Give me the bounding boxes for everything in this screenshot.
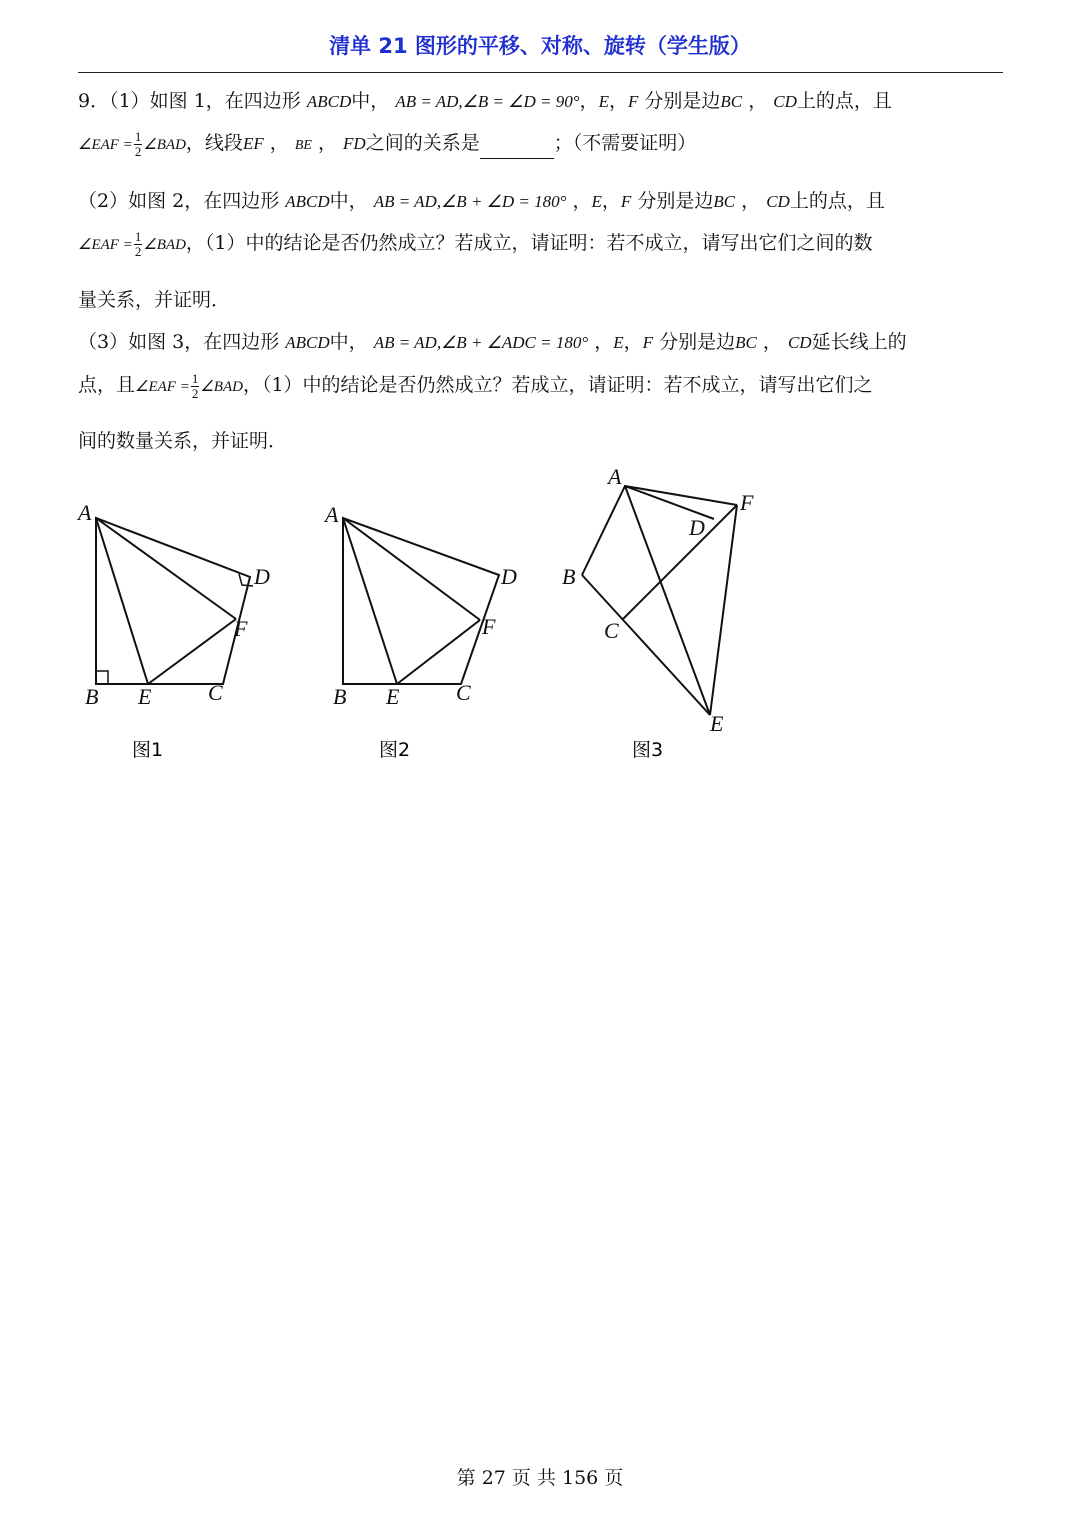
fig2-segment-EF xyxy=(397,620,480,684)
text: 之间的关系是 xyxy=(365,132,480,154)
math: CD xyxy=(787,333,812,352)
fig2-label-C: C xyxy=(456,680,471,705)
fig1-segment-EF xyxy=(148,619,236,684)
fig1-segment-AE xyxy=(96,518,148,684)
part2-line1 xyxy=(78,186,885,213)
math: FD xyxy=(343,134,366,153)
fig3-label-E: E xyxy=(710,711,724,736)
fig1-segment-AF xyxy=(96,518,236,619)
fraction xyxy=(134,230,143,259)
text: ，（1）中的结论是否仍然成立？若成立，请证明：若不成立，请写出它们之间的数 xyxy=(185,232,873,254)
math-condition: AB = AD,∠B + ∠ADC = 180° xyxy=(373,333,589,352)
text: 中， xyxy=(329,331,368,353)
text: ；（不需要证明） xyxy=(553,132,697,154)
fig1-quadrilateral xyxy=(96,518,250,684)
math-condition: AB = AD,∠B = ∠D = 90° xyxy=(395,92,580,111)
fig1-label-F: F xyxy=(234,616,248,641)
math: BC xyxy=(720,92,743,111)
part2-line3 xyxy=(78,285,230,312)
part3-line3 xyxy=(78,426,287,453)
fraction xyxy=(191,372,200,401)
fig2-caption: 图2 xyxy=(379,739,411,761)
math: ∠BAD xyxy=(200,379,243,395)
figures xyxy=(0,455,1080,775)
math: EF xyxy=(242,134,264,153)
fig1-caption: 图1 xyxy=(132,739,164,761)
math-condition: AB = AD,∠B + ∠D = 180° xyxy=(373,192,567,211)
text: ， xyxy=(623,331,643,353)
math: F xyxy=(620,192,632,211)
text: ， xyxy=(269,132,289,154)
page-footer: 第 27 页 共 156 页 xyxy=(456,1467,624,1489)
text: （2）如图 2，在四边形 xyxy=(78,190,280,212)
text: ， xyxy=(572,190,592,212)
text: （1）如图 1，在四边形 xyxy=(109,90,301,112)
fig2-label-F: F xyxy=(482,614,496,639)
header-divider xyxy=(78,72,1003,73)
fig2-label-D: D xyxy=(501,564,517,589)
fig3-caption: 图3 xyxy=(632,739,664,761)
math: E xyxy=(591,192,602,211)
page-header-title: 清单 21 图形的平移、对称、旋转（学生版） xyxy=(329,34,751,58)
fig1-label-A: A xyxy=(78,500,92,525)
fraction xyxy=(134,130,143,159)
text: 量关系，并证明． xyxy=(78,289,231,311)
fig3-label-D: D xyxy=(689,515,705,540)
text: 上的点，且 xyxy=(796,90,892,112)
text: ， xyxy=(762,331,782,353)
denominator: 2 xyxy=(134,143,142,159)
fig3-label-F: F xyxy=(740,490,754,515)
text: ， xyxy=(608,90,628,112)
math: CD xyxy=(773,92,797,111)
numerator: 1 xyxy=(134,128,142,144)
fig1-label-E: E xyxy=(138,684,152,709)
math: BC xyxy=(713,192,736,211)
denominator: 2 xyxy=(191,385,199,401)
math: F xyxy=(627,92,639,111)
fig1-label-C: C xyxy=(208,680,223,705)
text: 分别是边 xyxy=(637,190,714,212)
part2-line2 xyxy=(78,228,873,259)
math: CD xyxy=(766,192,790,211)
math: ABCD xyxy=(285,192,330,211)
text: ， xyxy=(601,190,621,212)
text: 上的点，且 xyxy=(789,190,885,212)
fig2-label-B: B xyxy=(333,684,347,709)
math: ABCD xyxy=(306,92,352,111)
fig3-segment-FE xyxy=(710,505,737,715)
text: ，（1）中的结论是否仍然成立？若成立，请证明：若不成立，请写出它们之 xyxy=(242,374,873,396)
math: ABCD xyxy=(285,333,330,352)
text: ， xyxy=(741,190,761,212)
math: ∠EAF = xyxy=(78,137,133,153)
text: ， xyxy=(748,90,768,112)
text: 点，且 xyxy=(78,374,136,396)
math: ∠EAF = xyxy=(78,237,133,253)
math: E xyxy=(613,333,624,352)
math: ∠EAF = xyxy=(135,379,190,395)
fig2-quadrilateral xyxy=(343,518,499,684)
problem-number: 9． xyxy=(78,90,110,112)
part3-line2 xyxy=(78,370,873,401)
text: ， xyxy=(594,331,614,353)
fig1-right-angle-B xyxy=(96,671,108,684)
fig1-label-D: D xyxy=(254,564,270,589)
fig2-segment-AF xyxy=(343,518,480,620)
text: 中， xyxy=(351,90,390,112)
answer-blank[interactable] xyxy=(480,140,554,159)
part3-line1 xyxy=(78,327,907,354)
text: 延长线上的 xyxy=(811,331,907,353)
text: 分别是边 xyxy=(644,90,721,112)
part1-line1 xyxy=(78,86,892,113)
text: （3）如图 3，在四边形 xyxy=(78,331,280,353)
fig3-segment-AF xyxy=(625,486,737,505)
math: BC xyxy=(735,333,757,352)
text: 中， xyxy=(329,190,368,212)
text: 分别是边 xyxy=(659,331,736,353)
fig3-label-C: C xyxy=(604,618,619,643)
fig3-label-A: A xyxy=(608,464,622,489)
text: ， xyxy=(317,132,337,154)
numerator: 1 xyxy=(134,228,142,244)
fig2-label-E: E xyxy=(386,684,400,709)
text: ， xyxy=(579,90,599,112)
text: ，线段 xyxy=(185,132,243,154)
math: E xyxy=(598,92,609,111)
math: ∠BAD xyxy=(143,137,186,153)
math: BE xyxy=(294,138,312,153)
part1-line2 xyxy=(78,128,696,159)
fig1-label-B: B xyxy=(85,684,99,709)
figure-1 xyxy=(96,518,253,684)
text: 间的数量关系，并证明． xyxy=(78,430,288,452)
math: ∠BAD xyxy=(143,237,186,253)
figure-3 xyxy=(582,486,737,715)
math: F xyxy=(642,333,654,352)
denominator: 2 xyxy=(134,243,142,259)
figure-2 xyxy=(343,518,499,684)
fig2-segment-AE xyxy=(343,518,397,684)
fig3-label-B: B xyxy=(562,564,576,589)
fig2-label-A: A xyxy=(325,502,339,527)
numerator: 1 xyxy=(191,370,199,386)
